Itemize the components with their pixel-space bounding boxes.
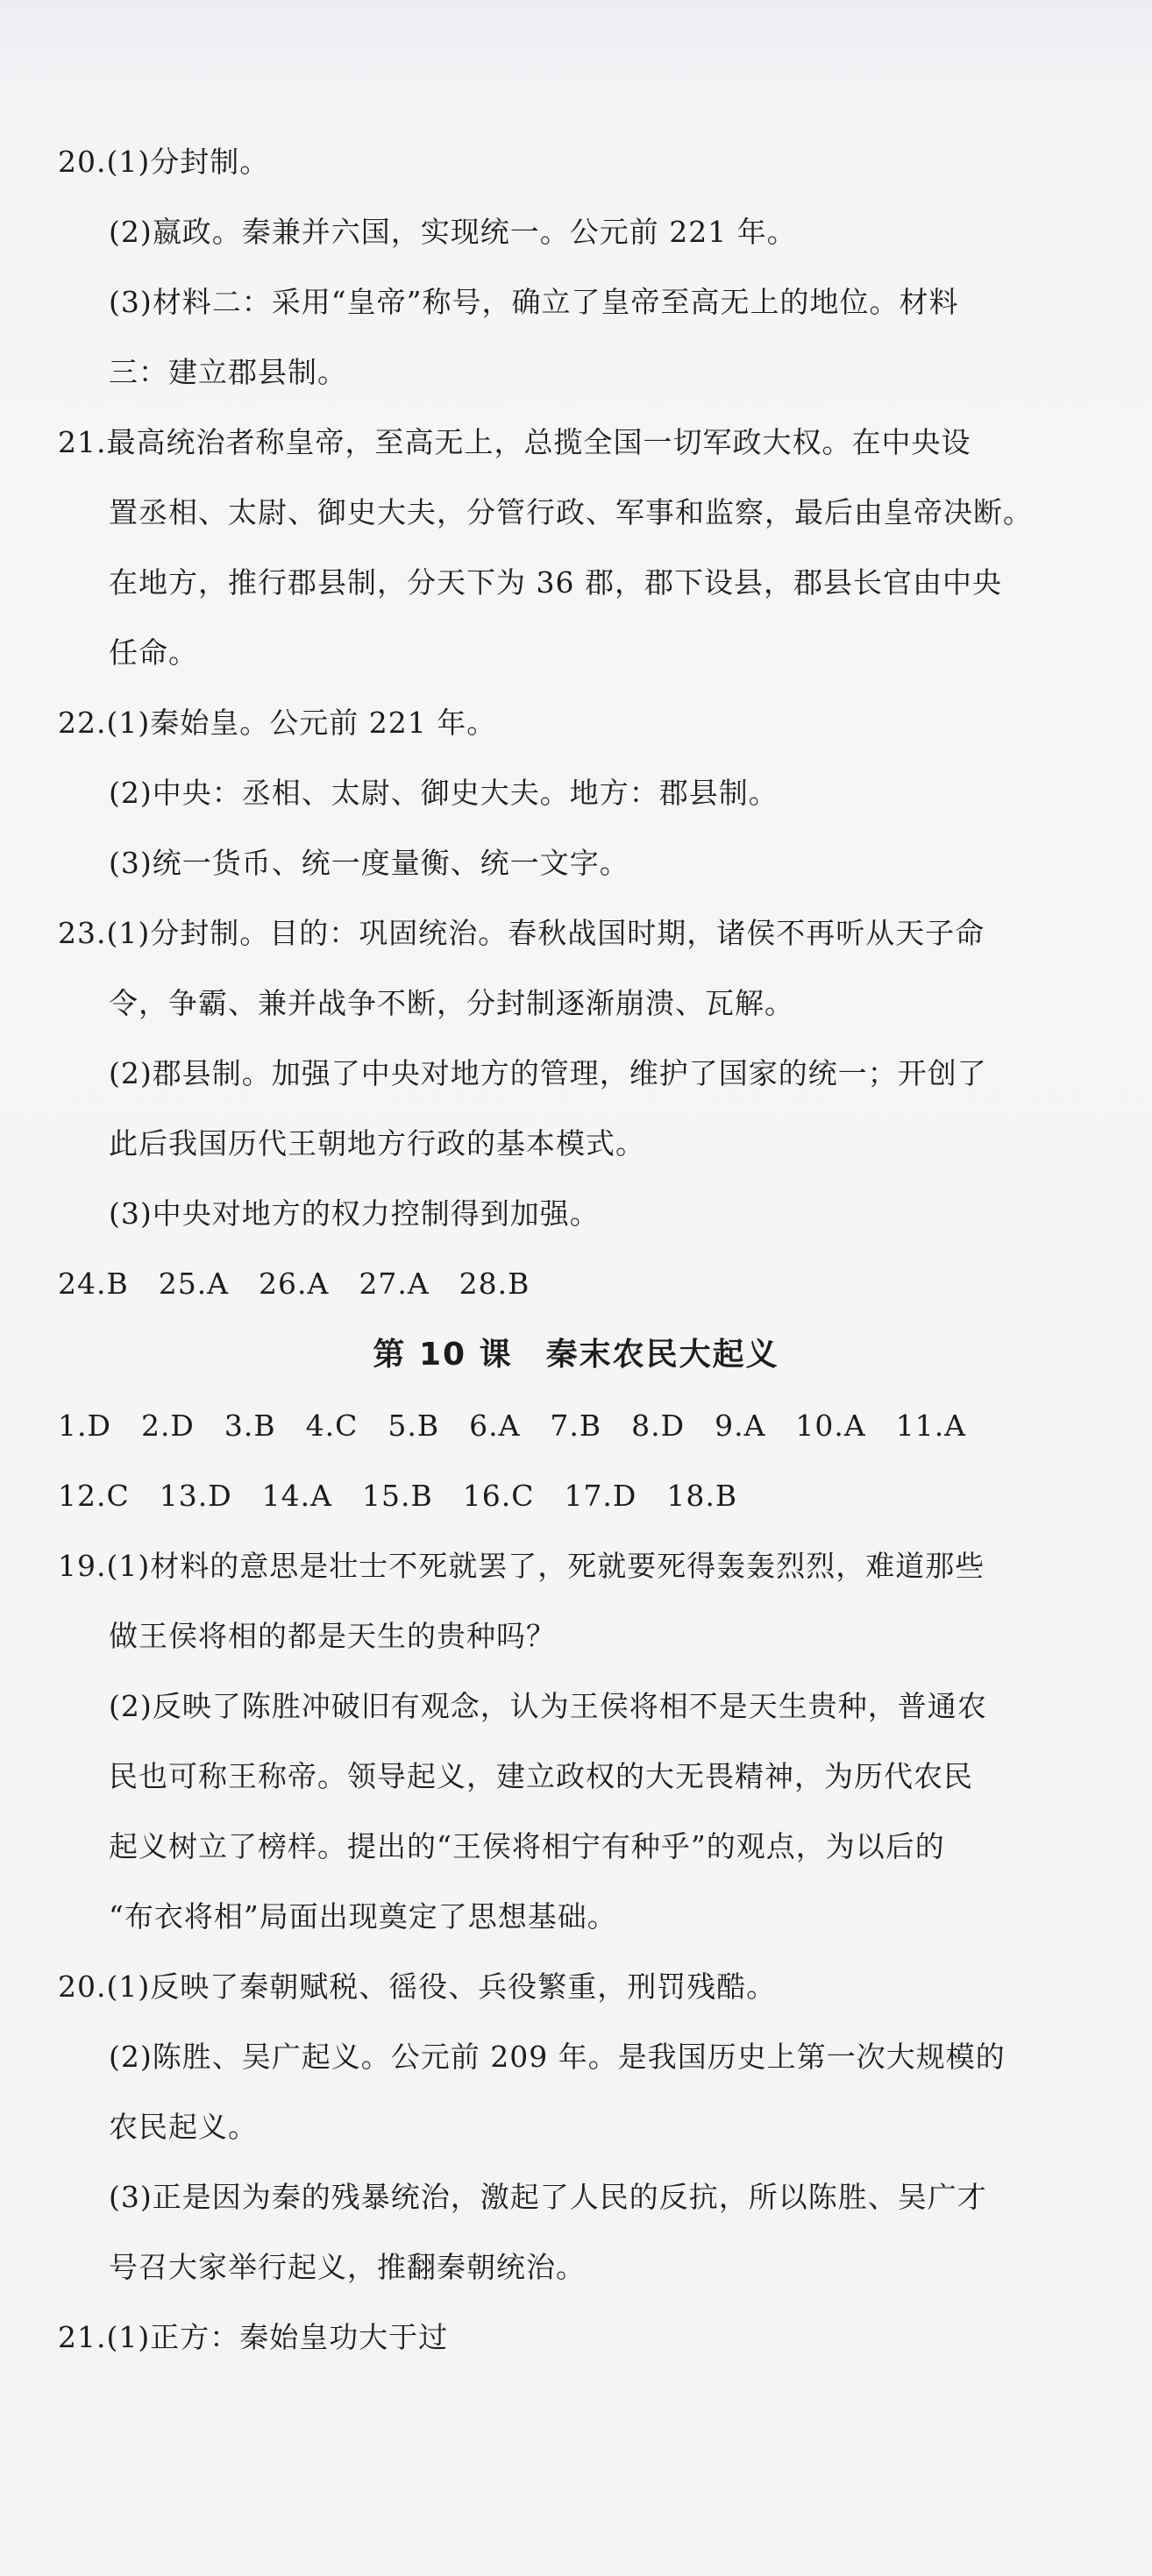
answer-line: 号召大家举行起义，推翻秦朝统治。	[109, 2250, 586, 2284]
answer-line: 民也可称王称帝。领导起义，建立政权的大无畏精神，为历代农民	[109, 1759, 973, 1793]
answer-line: (2)陈胜、吴广起义。公元前 209 年。是我国历史上第一次大规模的	[109, 2040, 1006, 2074]
answer-line: 21.最高统治者称皇帝，至高无上，总揽全国一切军政大权。在中央设	[58, 425, 971, 459]
answer-line: 三：建立郡县制。	[109, 355, 347, 389]
answer-line: 此后我国历代王朝地方行政的基本模式。	[109, 1126, 645, 1160]
answer-line: 20.(1)反映了秦朝赋税、徭役、兵役繁重，刑罚残酷。	[58, 1969, 777, 2004]
lesson-heading: 第 10 课 秦末农民大起义	[373, 1337, 779, 1373]
answer-line: (2)中央：丞相、太尉、御史大夫。地方：郡县制。	[109, 776, 779, 810]
answer-line: (3)统一货币、统一度量衡、统一文字。	[109, 846, 629, 880]
answer-line: 任命。	[109, 635, 198, 670]
answer-line: 农民起义。	[109, 2110, 258, 2144]
answer-line: 23.(1)分封制。目的：巩固统治。春秋战国时期，诸侯不再听从天子命	[58, 916, 985, 950]
answer-line: 令，争霸、兼并战争不断，分封制逐渐崩溃、瓦解。	[109, 986, 794, 1020]
answer-line: 20.(1)分封制。	[58, 145, 270, 179]
answer-line: 24.B 25.A 26.A 27.A 28.B	[58, 1267, 530, 1301]
answer-line: 置丞相、太尉、御史大夫，分管行政、军事和监察，最后由皇帝决断。	[109, 495, 1033, 529]
answer-line: (2)嬴政。秦兼并六国，实现统一。公元前 221 年。	[109, 215, 797, 249]
answer-line: 起义树立了榜样。提出的“王侯将相宁有种乎”的观点，为以后的	[109, 1829, 945, 1863]
answer-line: 19.(1)材料的意思是壮士不死就罢了，死就要死得轰轰烈烈，难道那些	[58, 1549, 985, 1583]
answer-line: 22.(1)秦始皇。公元前 221 年。	[58, 706, 497, 740]
answer-line: 做王侯将相的都是天生的贵种吗？	[109, 1619, 556, 1653]
answer-line: “布衣将相”局面出现奠定了思想基础。	[109, 1899, 617, 1934]
answer-line: 在地方，推行郡县制，分天下为 36 郡，郡下设县，郡县长官由中央	[109, 565, 1002, 600]
answer-line: (3)中央对地方的权力控制得到加强。	[109, 1196, 600, 1231]
answer-line: (3)正是因为秦的残暴统治，激起了人民的反抗，所以陈胜、吴广才	[109, 2180, 987, 2214]
answer-line: 1.D 2.D 3.B 4.C 5.B 6.A 7.B 8.D 9.A 10.A 11.A	[58, 1409, 967, 1443]
answer-line: 21.(1)正方：秦始皇功大于过	[58, 2320, 449, 2354]
answer-line: (2)反映了陈胜冲破旧有观念，认为王侯将相不是天生贵种，普通农	[109, 1689, 987, 1723]
answer-line: (2)郡县制。加强了中央对地方的管理，维护了国家的统一；开创了	[109, 1056, 987, 1090]
answer-line: (3)材料二：采用“皇帝”称号，确立了皇帝至高无上的地位。材料	[109, 285, 959, 319]
answer-line: 12.C 13.D 14.A 15.B 16.C 17.D 18.B	[58, 1479, 738, 1513]
